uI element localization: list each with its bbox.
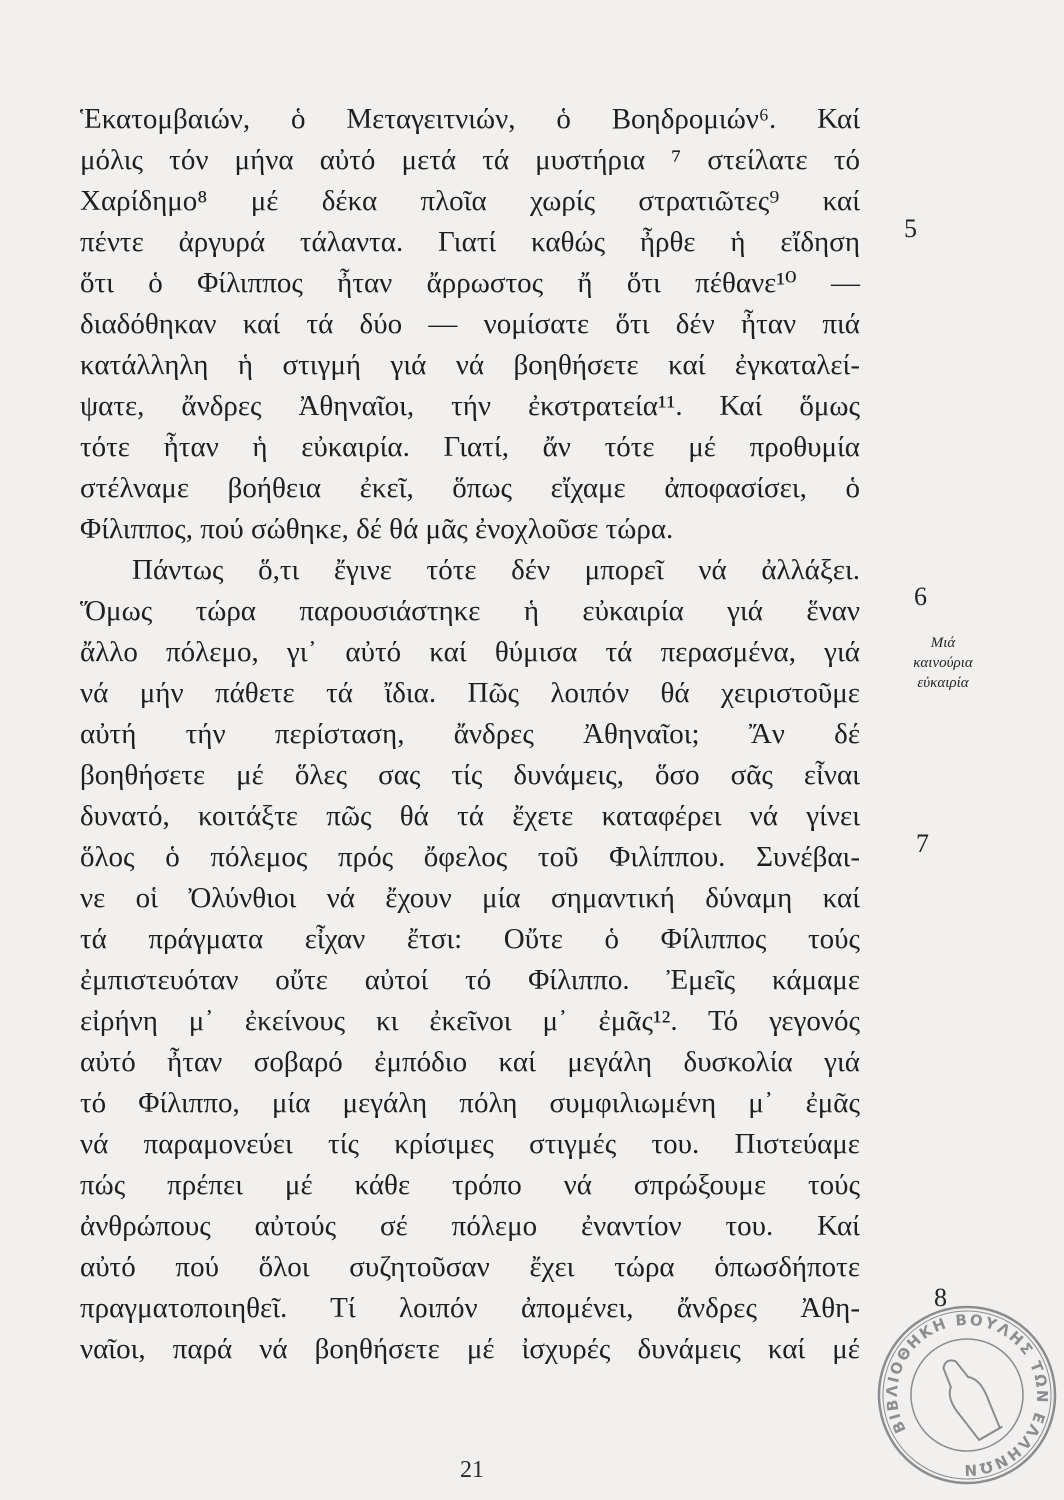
text-line: Χαρίδημο⁸ μέ δέκα πλοῖα χωρίς στρατιῶτες⁹ καί bbox=[80, 185, 860, 217]
text-line: Ὅμως τώρα παρουσιάστηκε ἡ εὐκαιρία γιά ἕναν bbox=[80, 595, 860, 627]
text-line: τά πράγματα εἶχαν ἔτσι: Οὔτε ὁ Φίλιππος τούς bbox=[80, 923, 860, 955]
text-line: ἐμπιστευόταν οὔτε αὐτοί τό Φίλιππο. Ἐμεῖς κάμαμε bbox=[80, 964, 860, 996]
text-line: τότε ἦταν ἡ εὐκαιρία. Γιατί, ἄν τότε μέ προθυμία bbox=[80, 431, 860, 463]
text-line: μόλις τόν μήνα αὐτό μετά τά μυστήρια ⁷ στείλατε τό bbox=[80, 144, 860, 176]
margin-note-line: Μιά bbox=[930, 635, 956, 651]
text-line: Πάντως ὅ,τι ἔγινε τότε δέν μπορεῖ νά ἀλλάξει. bbox=[132, 554, 860, 586]
text-line: αὐτή τήν περίσταση, ἄνδρες Ἀθηναῖοι; Ἄν δέ bbox=[80, 718, 860, 750]
text-line: νε οἱ Ὀλύνθιοι νά ἔχουν μία σημαντική δύναμη καί bbox=[80, 882, 860, 914]
margin-note-line: καινούρια bbox=[913, 655, 973, 671]
margin-section-number: 8 bbox=[934, 1283, 947, 1312]
text-line: πώς πρέπει μέ κάθε τρόπο νά σπρώξουμε τούς bbox=[80, 1169, 860, 1201]
text-line: πέντε ἀργυρά τάλαντα. Γιατί καθώς ἦρθε ἡ εἴδηση bbox=[80, 226, 860, 258]
text-line: βοηθήσετε μέ ὅλες σας τίς δυνάμεις, ὅσο σᾶς εἶναι bbox=[80, 759, 860, 791]
text-line: κατάλληλη ἡ στιγμή γιά νά βοηθήσετε καί ἐγκαταλεί- bbox=[80, 349, 860, 381]
text-line: ὅλος ὁ πόλεμος πρός ὄφελος τοῦ Φιλίππου. Συνέβαι- bbox=[80, 841, 860, 873]
text-line: πραγματοποιηθεῖ. Τί λοιπόν ἀπομένει, ἄνδρες Ἀθη- bbox=[80, 1292, 860, 1324]
text-line: ναῖοι, παρά νά βοηθήσετε μέ ἰσχυρές δυνάμεις καί μέ bbox=[80, 1333, 860, 1365]
margin-section-number: 6 bbox=[914, 582, 927, 611]
text-line: αὐτό ἦταν σοβαρό ἐμπόδιο καί μεγάλη δυσκολία γιά bbox=[80, 1046, 860, 1078]
text-line: Ἑκατομβαιών, ὁ Μεταγειτνιών, ὁ Βοηδρομιών⁶. Καί bbox=[80, 103, 860, 135]
page-number: 21 bbox=[460, 1457, 484, 1483]
text-line: ψατε, ἄνδρες Ἀθηναῖοι, τήν ἐκστρατεία¹¹. Καί ὅμως bbox=[80, 390, 860, 422]
text-line: αὐτό πού ὅλοι συζητοῦσαν ἔχει τώρα ὁπωσδήποτε bbox=[80, 1251, 860, 1283]
margin-note bbox=[888, 633, 998, 693]
text-line: τό Φίλιππο, μία μεγάλη πόλη συμφιλιωμένη μ᾽ ἐμᾶς bbox=[80, 1087, 860, 1119]
text-line: νά μήν πάθετε τά ἴδια. Πῶς λοιπόν θά χειριστοῦμε bbox=[80, 677, 860, 709]
text-line: δυνατό, κοιτάξτε πῶς θά τά ἔχετε καταφέρει νά γίνει bbox=[80, 800, 860, 832]
text-line: Φίλιππος, πού σώθηκε, δέ θά μᾶς ἐνοχλοῦσε τώρα. bbox=[80, 513, 674, 545]
margin-note-line: εὐκαιρία bbox=[917, 675, 969, 691]
svg-text:ΒΙΒΛΙΟΘΗΚΗ ΒΟΥΛΗΣ ΤΩΝ ΕΛΛΗΝΩΝ bbox=[872, 1300, 1062, 1490]
text-line: εἰρήνη μ᾽ ἐκείνους κι ἐκεῖνοι μ᾽ ἐμᾶς¹². Τό γεγονός bbox=[80, 1005, 860, 1037]
stamp-text: ΒΙΒΛΙΟΘΗΚΗ ΒΟΥΛΗΣ ΤΩΝ ΕΛΛΗΝΩΝ bbox=[882, 1310, 1052, 1480]
text-line: ἀνθρώπους αὐτούς σέ πόλεμο ἐναντίον του. Καί bbox=[80, 1210, 860, 1242]
library-stamp-icon bbox=[872, 1300, 1062, 1490]
text-line: ἄλλο πόλεμο, γι᾽ αὐτό καί θύμισα τά περασμένα, γιά bbox=[80, 636, 860, 668]
text-line: διαδόθηκαν καί τά δύο — νομίσατε ὅτι δέν ἦταν πιά bbox=[80, 308, 860, 340]
text-line: στέλναμε βοήθεια ἐκεῖ, ὅπως εἴχαμε ἀποφασίσει, ὁ bbox=[80, 472, 860, 504]
margin-section-number: 7 bbox=[916, 829, 929, 858]
text-line: ὅτι ὁ Φίλιππος ἦταν ἄρρωστος ἤ ὅτι πέθανε¹⁰ — bbox=[80, 267, 860, 299]
margin-section-number: 5 bbox=[904, 214, 917, 243]
text-line: νά παραμονεύει τίς κρίσιμες στιγμές του. Πιστεύαμε bbox=[80, 1128, 860, 1160]
